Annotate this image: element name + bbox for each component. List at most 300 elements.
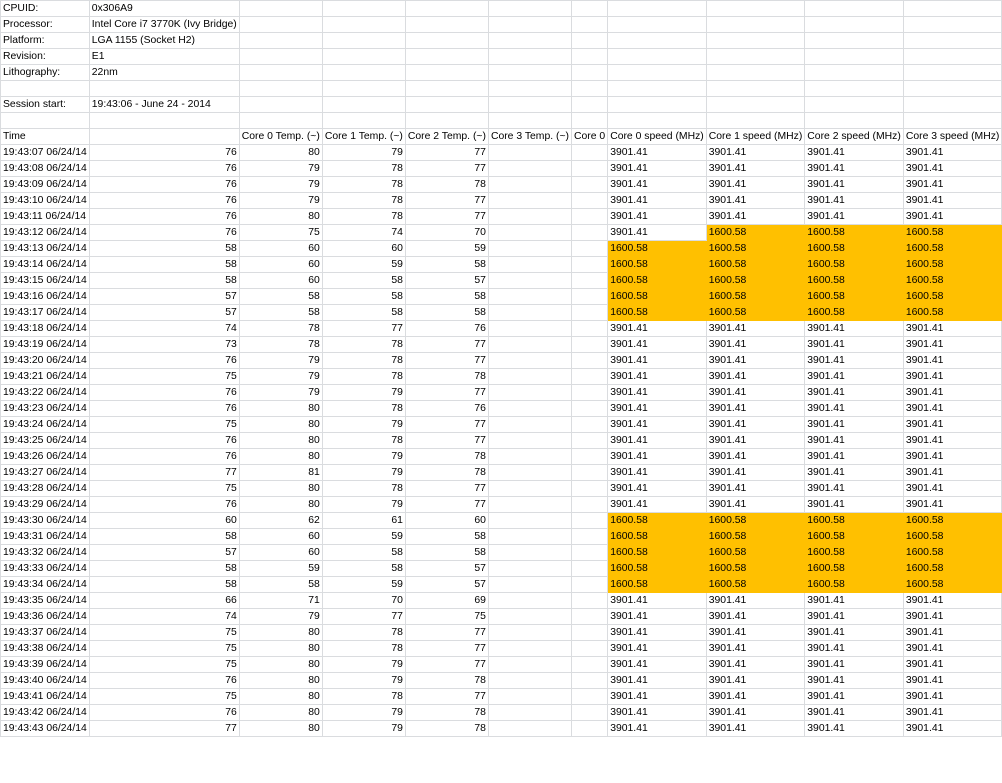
temp-cell[interactable]: 58 [89,273,239,289]
cell[interactable] [488,689,571,705]
speed-cell[interactable]: 1600.58 [903,561,1002,577]
speed-cell[interactable]: 3901.41 [903,145,1002,161]
temp-cell[interactable]: 78 [322,689,405,705]
speed-cell[interactable]: 1600.58 [608,529,707,545]
cell[interactable] [1,81,90,97]
cell[interactable] [572,241,608,257]
temp-cell[interactable]: 80 [239,433,322,449]
speed-cell[interactable]: 3901.41 [805,465,904,481]
temp-cell[interactable]: 58 [405,289,488,305]
cell[interactable] [805,81,904,97]
cell[interactable] [572,193,608,209]
time-cell[interactable]: 19:43:22 06/24/14 [1,385,90,401]
temp-cell[interactable]: 76 [89,145,239,161]
cell[interactable] [608,81,707,97]
temp-cell[interactable]: 77 [405,497,488,513]
cell[interactable] [488,1,571,17]
speed-cell[interactable]: 3901.41 [903,465,1002,481]
info-label[interactable]: Platform: [1,33,90,49]
cell[interactable] [903,49,1002,65]
speed-cell[interactable]: 3901.41 [805,193,904,209]
temp-cell[interactable]: 75 [405,609,488,625]
temp-cell[interactable]: 62 [239,513,322,529]
cell[interactable] [572,593,608,609]
temp-cell[interactable]: 58 [89,529,239,545]
cell[interactable] [488,353,571,369]
cell[interactable] [488,417,571,433]
temp-cell[interactable]: 76 [405,401,488,417]
speed-cell[interactable]: 3901.41 [805,481,904,497]
temp-cell[interactable]: 80 [239,481,322,497]
cell[interactable] [572,225,608,241]
speed-cell[interactable]: 1600.58 [608,305,707,321]
speed-cell[interactable]: 3901.41 [706,145,805,161]
speed-cell[interactable]: 3901.41 [903,353,1002,369]
speed-cell[interactable]: 3901.41 [608,433,707,449]
speed-cell[interactable]: 3901.41 [805,321,904,337]
cell[interactable] [488,257,571,273]
speed-cell[interactable]: 3901.41 [805,417,904,433]
temp-cell[interactable]: 77 [405,417,488,433]
speed-cell[interactable]: 3901.41 [805,721,904,737]
temp-cell[interactable]: 77 [405,657,488,673]
time-cell[interactable]: 19:43:40 06/24/14 [1,673,90,689]
cell[interactable] [572,673,608,689]
time-cell[interactable]: 19:43:08 06/24/14 [1,161,90,177]
speed-cell[interactable]: 3901.41 [903,641,1002,657]
temp-cell[interactable]: 70 [405,225,488,241]
speed-cell[interactable]: 3901.41 [903,401,1002,417]
cell[interactable] [488,273,571,289]
cell[interactable] [239,33,322,49]
speed-cell[interactable]: 3901.41 [608,353,707,369]
speed-cell[interactable]: 3901.41 [608,161,707,177]
temp-cell[interactable]: 75 [89,369,239,385]
time-cell[interactable]: 19:43:07 06/24/14 [1,145,90,161]
speed-cell[interactable]: 1600.58 [805,305,904,321]
speed-cell[interactable]: 3901.41 [706,433,805,449]
speed-cell[interactable]: 3901.41 [903,369,1002,385]
temp-cell[interactable]: 75 [89,657,239,673]
cell[interactable] [488,321,571,337]
cell[interactable] [488,241,571,257]
temp-cell[interactable]: 60 [239,273,322,289]
speed-cell[interactable]: 1600.58 [706,289,805,305]
temp-cell[interactable]: 78 [322,641,405,657]
speed-cell[interactable]: 3901.41 [706,337,805,353]
cell[interactable] [322,33,405,49]
time-cell[interactable]: 19:43:43 06/24/14 [1,721,90,737]
time-cell[interactable]: 19:43:37 06/24/14 [1,625,90,641]
temp-cell[interactable]: 58 [322,273,405,289]
temp-cell[interactable]: 57 [89,289,239,305]
cell[interactable] [239,81,322,97]
temp-cell[interactable]: 78 [322,353,405,369]
cell[interactable] [405,113,488,129]
speed-cell[interactable]: 3901.41 [903,625,1002,641]
speed-cell[interactable]: 1600.58 [706,545,805,561]
speed-cell[interactable]: 3901.41 [805,209,904,225]
temp-cell[interactable]: 79 [322,673,405,689]
cell[interactable] [572,497,608,513]
cell[interactable] [706,17,805,33]
cell[interactable] [488,545,571,561]
speed-cell[interactable]: 3901.41 [608,177,707,193]
temp-cell[interactable]: 77 [405,385,488,401]
speed-cell[interactable]: 1600.58 [805,257,904,273]
temp-cell[interactable]: 75 [89,481,239,497]
speed-cell[interactable]: 3901.41 [706,721,805,737]
speed-cell[interactable]: 3901.41 [608,657,707,673]
speed-cell[interactable]: 3901.41 [706,657,805,673]
speed-cell[interactable]: 3901.41 [805,177,904,193]
cell[interactable] [572,337,608,353]
temp-cell[interactable]: 77 [405,161,488,177]
cell[interactable] [488,449,571,465]
temp-cell[interactable]: 66 [89,593,239,609]
cell[interactable] [488,81,571,97]
speed-cell[interactable]: 3901.41 [706,673,805,689]
cell[interactable] [488,209,571,225]
speed-cell[interactable]: 1600.58 [706,257,805,273]
speed-cell[interactable]: 3901.41 [805,657,904,673]
temp-cell[interactable]: 76 [89,449,239,465]
speed-cell[interactable]: 3901.41 [706,209,805,225]
temp-cell[interactable]: 80 [239,449,322,465]
temp-cell[interactable]: 77 [89,721,239,737]
speed-cell[interactable]: 3901.41 [903,593,1002,609]
temp-cell[interactable]: 79 [239,193,322,209]
temp-cell[interactable]: 77 [405,689,488,705]
cell[interactable] [488,529,571,545]
cell[interactable] [572,449,608,465]
cell[interactable] [805,97,904,113]
speed-cell[interactable]: 3901.41 [805,641,904,657]
temp-cell[interactable]: 77 [405,353,488,369]
cell[interactable] [488,305,571,321]
speed-cell[interactable]: 1600.58 [805,545,904,561]
speed-cell[interactable]: 1600.58 [903,513,1002,529]
cell[interactable] [572,289,608,305]
temp-cell[interactable]: 58 [89,257,239,273]
temp-cell[interactable]: 60 [239,241,322,257]
cell[interactable] [572,257,608,273]
speed-cell[interactable]: 3901.41 [608,193,707,209]
temp-cell[interactable]: 79 [322,449,405,465]
temp-cell[interactable]: 77 [405,433,488,449]
temp-cell[interactable]: 57 [405,273,488,289]
speed-cell[interactable]: 1600.58 [706,273,805,289]
temp-cell[interactable]: 76 [89,401,239,417]
temp-cell[interactable]: 57 [89,305,239,321]
speed-cell[interactable]: 3901.41 [903,161,1002,177]
time-cell[interactable]: 19:43:25 06/24/14 [1,433,90,449]
cell[interactable] [706,49,805,65]
cell[interactable] [488,385,571,401]
speed-cell[interactable]: 1600.58 [903,305,1002,321]
temp-cell[interactable]: 80 [239,417,322,433]
cell[interactable] [572,321,608,337]
speed-cell[interactable]: 3901.41 [903,337,1002,353]
cell[interactable] [572,65,608,81]
temp-cell[interactable]: 77 [405,145,488,161]
temp-cell[interactable]: 76 [89,673,239,689]
cell[interactable] [608,33,707,49]
cell[interactable] [322,17,405,33]
temp-cell[interactable]: 80 [239,641,322,657]
cell[interactable] [322,81,405,97]
temp-cell[interactable]: 78 [405,721,488,737]
speed-cell[interactable]: 3901.41 [805,593,904,609]
cell[interactable] [572,145,608,161]
cell[interactable] [488,609,571,625]
temp-cell[interactable]: 78 [322,177,405,193]
time-cell[interactable]: 19:43:32 06/24/14 [1,545,90,561]
speed-cell[interactable]: 1600.58 [706,305,805,321]
cell[interactable] [805,113,904,129]
temp-cell[interactable]: 75 [239,225,322,241]
temp-cell[interactable]: 60 [239,257,322,273]
cell[interactable] [572,641,608,657]
cell[interactable] [572,1,608,17]
speed-cell[interactable]: 1600.58 [608,289,707,305]
speed-cell[interactable]: 1600.58 [608,561,707,577]
speed-cell[interactable]: 3901.41 [805,353,904,369]
speed-cell[interactable]: 3901.41 [706,353,805,369]
temp-cell[interactable]: 78 [322,401,405,417]
time-cell[interactable]: 19:43:27 06/24/14 [1,465,90,481]
time-cell[interactable]: 19:43:39 06/24/14 [1,657,90,673]
speed-cell[interactable]: 1600.58 [805,529,904,545]
cell[interactable] [903,33,1002,49]
speed-cell[interactable]: 3901.41 [608,145,707,161]
cell[interactable] [572,81,608,97]
speed-cell[interactable]: 3901.41 [706,417,805,433]
time-cell[interactable]: 19:43:41 06/24/14 [1,689,90,705]
time-cell[interactable]: 19:43:36 06/24/14 [1,609,90,625]
cell[interactable] [572,577,608,593]
cell[interactable] [488,225,571,241]
cell[interactable] [572,609,608,625]
cell[interactable] [805,17,904,33]
speed-cell[interactable]: 1600.58 [706,225,805,241]
cell[interactable] [322,65,405,81]
speed-cell[interactable]: 3901.41 [805,705,904,721]
time-cell[interactable]: 19:43:16 06/24/14 [1,289,90,305]
temp-cell[interactable]: 78 [322,433,405,449]
temp-cell[interactable]: 77 [405,193,488,209]
cell[interactable] [488,177,571,193]
time-cell[interactable]: 19:43:35 06/24/14 [1,593,90,609]
info-label[interactable]: Lithography: [1,65,90,81]
cell[interactable] [572,177,608,193]
info-value[interactable]: 0x306A9 [89,1,239,17]
speed-cell[interactable]: 3901.41 [805,673,904,689]
cell[interactable] [805,65,904,81]
cell[interactable] [488,369,571,385]
speed-cell[interactable]: 3901.41 [706,625,805,641]
cell[interactable] [89,113,239,129]
temp-cell[interactable]: 77 [405,481,488,497]
column-header[interactable]: Core 2 speed (MHz) [805,129,904,145]
speed-cell[interactable]: 1600.58 [706,241,805,257]
temp-cell[interactable]: 76 [89,225,239,241]
speed-cell[interactable]: 3901.41 [608,481,707,497]
cell[interactable] [706,81,805,97]
temp-cell[interactable]: 76 [89,705,239,721]
temp-cell[interactable]: 58 [405,257,488,273]
cell[interactable] [488,593,571,609]
cell[interactable] [239,97,322,113]
cell[interactable] [488,433,571,449]
cell[interactable] [805,49,904,65]
cell[interactable] [572,689,608,705]
speed-cell[interactable]: 3901.41 [706,641,805,657]
temp-cell[interactable]: 78 [322,161,405,177]
cell[interactable] [488,33,571,49]
cell[interactable] [488,65,571,81]
temp-cell[interactable]: 76 [405,321,488,337]
temp-cell[interactable]: 78 [239,321,322,337]
speed-cell[interactable]: 3901.41 [903,481,1002,497]
info-value[interactable]: E1 [89,49,239,65]
cell[interactable] [488,465,571,481]
temp-cell[interactable]: 79 [239,161,322,177]
speed-cell[interactable]: 3901.41 [706,465,805,481]
column-header[interactable]: Core 1 Temp. (~) [322,129,405,145]
temp-cell[interactable]: 76 [89,177,239,193]
temp-cell[interactable]: 76 [89,353,239,369]
session-value[interactable]: 19:43:06 - June 24 - 2014 [89,97,239,113]
speed-cell[interactable]: 3901.41 [805,337,904,353]
cell[interactable] [405,49,488,65]
temp-cell[interactable]: 77 [405,625,488,641]
cell[interactable] [706,33,805,49]
cell[interactable] [239,17,322,33]
cell[interactable] [572,545,608,561]
speed-cell[interactable]: 3901.41 [903,609,1002,625]
temp-cell[interactable]: 75 [89,689,239,705]
temp-cell[interactable]: 58 [239,577,322,593]
cell[interactable] [706,113,805,129]
speed-cell[interactable]: 3901.41 [805,401,904,417]
cell[interactable] [322,113,405,129]
speed-cell[interactable]: 3901.41 [608,609,707,625]
temp-cell[interactable]: 81 [239,465,322,481]
temp-cell[interactable]: 80 [239,705,322,721]
temp-cell[interactable]: 80 [239,401,322,417]
cell[interactable] [405,1,488,17]
temp-cell[interactable]: 58 [89,577,239,593]
cell[interactable] [239,113,322,129]
speed-cell[interactable]: 3901.41 [805,385,904,401]
cell[interactable] [903,97,1002,113]
column-header[interactable]: Core 0 Temp. (~) [239,129,322,145]
temp-cell[interactable]: 59 [322,529,405,545]
cell[interactable] [488,481,571,497]
speed-cell[interactable]: 3901.41 [608,225,707,241]
cell[interactable] [572,305,608,321]
speed-cell[interactable]: 1600.58 [805,273,904,289]
column-header[interactable]: Core 3 Temp. (~) [488,129,571,145]
temp-cell[interactable]: 77 [322,321,405,337]
info-value[interactable]: 22nm [89,65,239,81]
time-cell[interactable]: 19:43:18 06/24/14 [1,321,90,337]
speed-cell[interactable]: 3901.41 [608,641,707,657]
speed-cell[interactable]: 3901.41 [805,625,904,641]
cell[interactable] [608,65,707,81]
time-cell[interactable]: 19:43:34 06/24/14 [1,577,90,593]
time-cell[interactable]: 19:43:14 06/24/14 [1,257,90,273]
cell[interactable] [608,113,707,129]
cell[interactable] [805,1,904,17]
speed-cell[interactable]: 3901.41 [706,497,805,513]
speed-cell[interactable]: 1600.58 [608,257,707,273]
cell[interactable] [239,1,322,17]
cell[interactable] [608,49,707,65]
speed-cell[interactable]: 3901.41 [706,609,805,625]
temp-cell[interactable]: 74 [89,321,239,337]
speed-cell[interactable]: 3901.41 [608,385,707,401]
speed-cell[interactable]: 3901.41 [706,193,805,209]
speed-cell[interactable]: 3901.41 [608,401,707,417]
cell[interactable] [488,49,571,65]
speed-cell[interactable]: 1600.58 [706,577,805,593]
cell[interactable] [903,1,1002,17]
temp-cell[interactable]: 79 [239,177,322,193]
cell[interactable] [572,49,608,65]
speed-cell[interactable]: 1600.58 [805,241,904,257]
cell[interactable] [239,49,322,65]
cell[interactable] [572,417,608,433]
cell[interactable] [572,465,608,481]
temp-cell[interactable]: 79 [322,705,405,721]
temp-cell[interactable]: 69 [405,593,488,609]
speed-cell[interactable]: 3901.41 [706,401,805,417]
speed-cell[interactable]: 1600.58 [608,273,707,289]
temp-cell[interactable]: 79 [322,465,405,481]
temp-cell[interactable]: 60 [405,513,488,529]
temp-cell[interactable]: 79 [322,497,405,513]
temp-cell[interactable]: 58 [405,529,488,545]
temp-cell[interactable]: 80 [239,721,322,737]
cell[interactable] [572,401,608,417]
temp-cell[interactable]: 75 [89,417,239,433]
cell[interactable] [572,273,608,289]
cell[interactable] [572,161,608,177]
cell[interactable] [405,65,488,81]
cell[interactable] [572,97,608,113]
speed-cell[interactable]: 1600.58 [805,225,904,241]
temp-cell[interactable]: 78 [322,209,405,225]
cell[interactable] [572,721,608,737]
cell[interactable] [239,65,322,81]
temp-cell[interactable]: 77 [405,337,488,353]
cell[interactable] [572,481,608,497]
time-cell[interactable]: 19:43:26 06/24/14 [1,449,90,465]
speed-cell[interactable]: 3901.41 [608,673,707,689]
info-label[interactable]: Revision: [1,49,90,65]
temp-cell[interactable]: 60 [322,241,405,257]
cell[interactable] [903,81,1002,97]
time-cell[interactable]: 19:43:38 06/24/14 [1,641,90,657]
cell[interactable] [572,369,608,385]
cell[interactable] [572,113,608,129]
speed-cell[interactable]: 3901.41 [805,369,904,385]
cell[interactable] [572,705,608,721]
info-label[interactable]: CPUID: [1,1,90,17]
time-cell[interactable]: 19:43:12 06/24/14 [1,225,90,241]
